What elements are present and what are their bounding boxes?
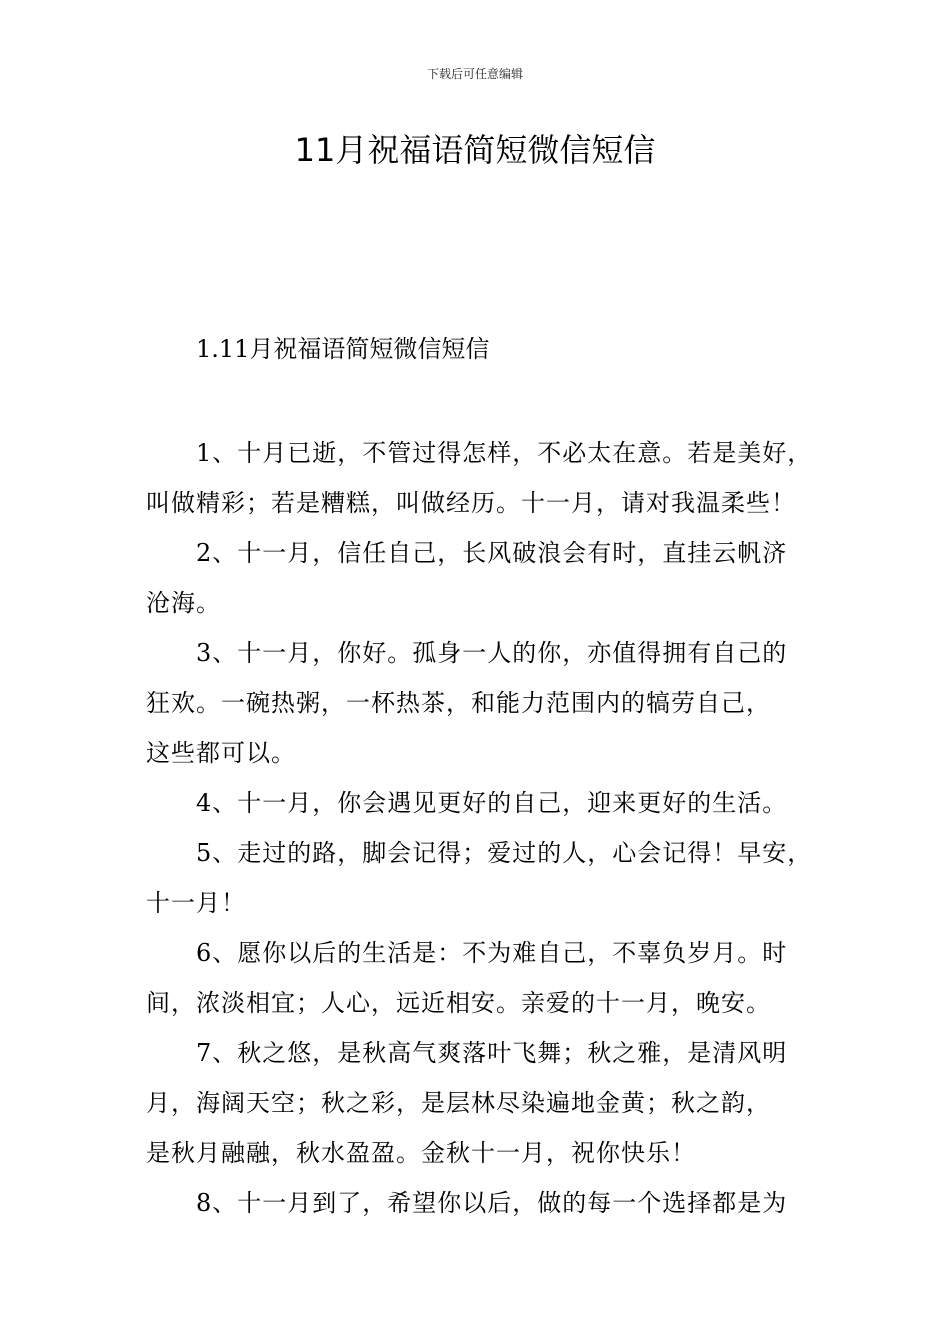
text-line: 1、十月已逝，不管过得怎样，不必太在意。若是美好， (196, 439, 813, 467)
text-line: 2、十一月，信任自己，长风破浪会有时，直挂云帆济 (196, 539, 788, 567)
text-line: 3、十一月，你好。孤身一人的你，亦值得拥有自己的 (196, 639, 788, 667)
paragraph-5 (146, 828, 836, 928)
document-title: 11月祝福语简短微信短信 (294, 131, 656, 169)
text-line: 十一月！ (146, 889, 246, 917)
paragraph-8 (146, 1178, 836, 1228)
text-line: 是秋月融融，秋水盈盈。金秋十一月，祝你快乐！ (146, 1139, 696, 1167)
text-line: 叫做精彩；若是糟糕，叫做经历。十一月，请对我温柔些！ (146, 489, 796, 517)
paragraph-6 (146, 928, 836, 1028)
paragraph-3 (146, 628, 836, 778)
text-line: 8、十一月到了，希望你以后，做的每一个选择都是为 (196, 1189, 788, 1217)
document-body (146, 428, 836, 1228)
text-line: 狂欢。一碗热粥，一杯热茶，和能力范围内的犒劳自己， (146, 689, 771, 717)
paragraph-7 (146, 1028, 836, 1178)
text-line: 沧海。 (146, 589, 221, 617)
text-line: 月，海阔天空；秋之彩，是层林尽染遍地金黄；秋之韵， (146, 1089, 771, 1117)
paragraph-2 (146, 528, 836, 628)
paragraph-4 (146, 778, 836, 828)
section-heading: 1.11月祝福语简短微信短信 (196, 335, 490, 363)
text-line: 7、秋之悠，是秋高气爽落叶飞舞；秋之雅，是清风明 (196, 1039, 788, 1067)
text-line: 6、愿你以后的生活是：不为难自己，不辜负岁月。时 (196, 939, 788, 967)
text-line: 4、十一月，你会遇见更好的自己，迎来更好的生活。 (196, 789, 788, 817)
header-note: 下载后可任意编辑 (426, 67, 523, 81)
paragraph-1 (146, 428, 836, 528)
text-line: 5、走过的路，脚会记得；爱过的人，心会记得！早安， (196, 839, 813, 867)
text-line: 这些都可以。 (146, 739, 296, 767)
text-line: 间，浓淡相宜；人心，远近相安。亲爱的十一月，晚安。 (146, 989, 771, 1017)
